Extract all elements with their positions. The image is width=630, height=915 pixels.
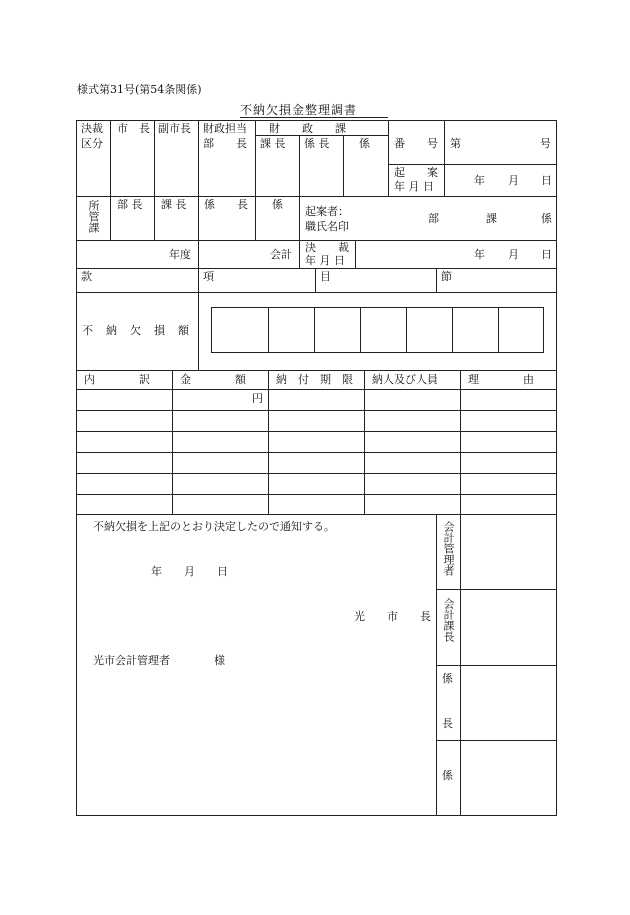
notice-to: 光市会計管理者 様 [93, 654, 225, 667]
rule [299, 196, 300, 240]
rule [154, 120, 155, 196]
rule [314, 307, 315, 353]
rule [255, 135, 388, 136]
col-header-payers: 納人及び人員 [372, 373, 438, 386]
draft-date-label-1: 起 案 [394, 166, 438, 179]
rule [436, 268, 437, 292]
rule [76, 370, 557, 371]
notice-from: 光 市 長 [354, 610, 431, 623]
draft-month: 月 [508, 174, 519, 187]
rule [76, 268, 557, 269]
col-header-breakdown: 内 訳 [84, 373, 150, 386]
number-label: 番 号 [394, 137, 438, 150]
rule [364, 370, 365, 514]
rule [343, 135, 344, 196]
amount-label: 不 納 欠 損 額 [82, 324, 190, 337]
finance-division-label: 財 政 課 [269, 122, 346, 135]
rule [110, 120, 111, 196]
rule [198, 292, 199, 370]
decision-day: 日 [541, 248, 552, 261]
notice-date: 年 月 日 [151, 565, 228, 578]
rule [299, 135, 300, 196]
rule [360, 307, 361, 353]
decision-label-2: 区分 [81, 137, 103, 150]
rule [76, 431, 557, 432]
deputy-mayor-label: 副市長 [158, 122, 191, 135]
rule [406, 307, 407, 353]
rule [498, 307, 499, 353]
decision-date-label-1: 決 裁 [305, 241, 349, 254]
rule [388, 120, 389, 196]
rule [154, 196, 155, 240]
rule [436, 665, 557, 666]
rule [110, 196, 111, 240]
col-header-amount: 金 額 [180, 373, 246, 386]
amount-digit-boxes [211, 307, 544, 353]
approval-kakari-1: 係 [442, 672, 453, 685]
rule [76, 196, 557, 197]
dept-staff-label: 係 [272, 198, 283, 211]
dept-label: 所管課 [87, 200, 100, 233]
rule [76, 410, 557, 411]
section-chief-label: 課 長 [260, 137, 286, 150]
rule [198, 120, 199, 196]
finance-officer-sub-label: 部 長 [203, 137, 247, 150]
rule [444, 120, 445, 196]
moku-label: 目 [320, 270, 331, 283]
yen-unit: 円 [252, 392, 263, 405]
drafter-label: 起案者： [305, 205, 349, 218]
rule [198, 268, 199, 292]
rule [355, 240, 356, 268]
number-prefix: 第 [450, 137, 461, 150]
form-number: 様式第31号(第54条関係) [77, 83, 202, 96]
rule [76, 494, 557, 495]
dept-subsection-chief-label: 係 長 [204, 198, 248, 211]
subsection-chief-label: 係 長 [304, 137, 330, 150]
approval-accounting-section-chief: 会計課長 [442, 598, 455, 642]
rule [452, 307, 453, 353]
rule [436, 740, 557, 741]
rule [76, 473, 557, 474]
draft-day: 日 [541, 174, 552, 187]
setsu-label: 節 [441, 270, 452, 283]
decision-label-1: 決裁 [81, 122, 103, 135]
mayor-label: 市 長 [117, 122, 150, 135]
approval-kakari-2: 長 [442, 717, 453, 730]
draft-date-label-2: 年 月 日 [394, 180, 434, 193]
decision-year: 年 [474, 248, 485, 261]
account-label: 会計 [270, 248, 292, 261]
rule [315, 268, 316, 292]
col-header-due-date: 納 付 期 限 [276, 373, 353, 386]
rule [436, 589, 557, 590]
rule [76, 389, 557, 390]
document-title: 不納欠損金整理調書 [240, 103, 358, 117]
finance-officer-label: 財政担当 [203, 122, 247, 135]
rule [460, 370, 461, 514]
rule [76, 452, 557, 453]
notice-text: 不納欠損を上記のとおり決定したので通知する。 [93, 520, 335, 533]
number-suffix: 号 [540, 137, 551, 150]
approval-accounting-manager: 会計管理者 [442, 521, 455, 576]
drafter-name-label: 職氏名印 [305, 220, 349, 233]
dept-section-chief-label: 課 長 [161, 198, 187, 211]
dept-head-label: 部 長 [117, 198, 143, 211]
staff-label: 係 [359, 137, 370, 150]
col-header-reason: 理 由 [468, 373, 534, 386]
kou-label: 項 [203, 270, 214, 283]
rule [388, 164, 557, 165]
approval-staff: 係 [442, 769, 453, 782]
rule [268, 370, 269, 514]
rule [198, 196, 199, 240]
rule [76, 292, 557, 293]
drafter-bu: 部 [428, 212, 439, 225]
drafter-ka: 課 [486, 212, 497, 225]
rule [299, 240, 300, 268]
fiscal-year-label: 年度 [169, 248, 191, 261]
rule [255, 196, 256, 240]
rule [255, 120, 256, 196]
rule [268, 307, 269, 353]
kan-label: 款 [81, 270, 92, 283]
rule [198, 240, 199, 268]
draft-year: 年 [474, 174, 485, 187]
drafter-kakari: 係 [541, 212, 552, 225]
decision-month: 月 [508, 248, 519, 261]
rule [76, 514, 557, 515]
rule [172, 370, 173, 514]
decision-date-label-2: 年 月 日 [305, 254, 345, 267]
title-underline [240, 117, 388, 118]
